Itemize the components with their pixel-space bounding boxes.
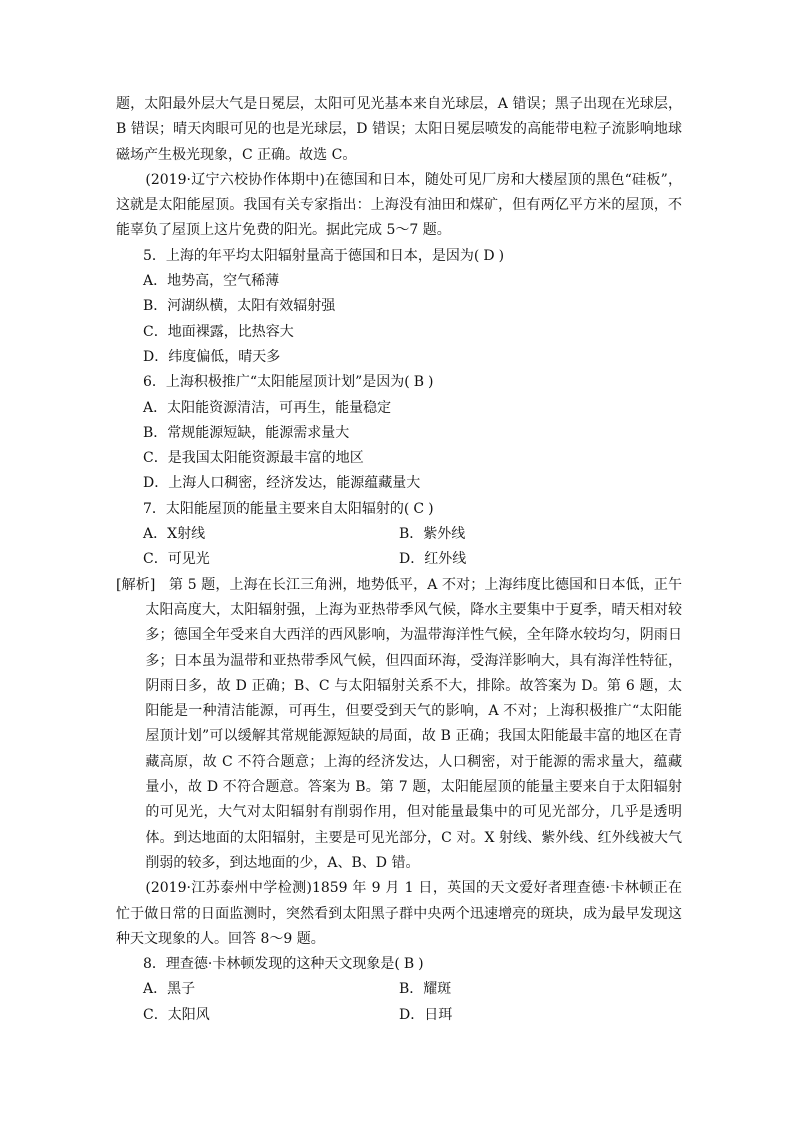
option-a: A．X射线 — [143, 526, 206, 543]
passage-5-7: (2019·辽宁六校协作体期中)在德国和日本，随处可见厂房和大楼屋顶的黑色“硅板”，这就是太阳能屋顶。我国有关专家指出：上海没有油田和煤矿，但有两亿平方米的屋顶，不能辜负了屋顶上这片免费的阳光。据此完成 5～7 题。 — [116, 171, 682, 239]
option-d: D．红外线 — [399, 551, 467, 568]
option-b: B．河湖纵横，太阳有效辐射强 — [143, 298, 336, 315]
option-c: C．是我国太阳能资源最丰富的地区 — [143, 450, 364, 467]
question-stem: 8．理查德·卡林顿发现的这种天文现象是( B ) — [116, 952, 682, 977]
previous-explanation: 题，太阳最外层大气是日冕层，太阳可见光基本来自光球层，A 错误；黑子出现在光球层，B 错误；晴天肉眼可见的也是光球层，D 错误；太阳日冕层喷发的高能带电粒子流影响地球磁场产生极光现象，C 正确。故选 C。 — [116, 96, 682, 163]
option-a: A．地势高，空气稀薄 — [143, 273, 280, 290]
option-d: D．纬度偏低，晴天多 — [143, 348, 281, 365]
option-a: A．太阳能资源清洁，可再生，能量稳定 — [143, 399, 392, 416]
option-row — [116, 522, 682, 547]
option-row — [116, 547, 682, 572]
answer-letter: B — [413, 374, 424, 391]
option-b: B．耀斑 — [399, 981, 452, 998]
question-5 — [116, 244, 682, 370]
option-b: B．紫外线 — [399, 526, 466, 543]
analysis-5-7 — [116, 573, 682, 877]
option-d: D．日珥 — [399, 1006, 453, 1023]
analysis-tag: [解析] — [116, 576, 156, 593]
option-c: C．可见光 — [143, 551, 210, 568]
question-8 — [116, 952, 682, 1028]
question-7 — [116, 497, 682, 573]
answer-letter: D — [483, 247, 495, 264]
passage-8-9: (2019·江苏泰州中学检测)1859 年 9 月 1 日，英国的天文爱好者理查德·卡林顿正在忙于做日常的日面监测时，突然看到太阳黑子群中央两个迅速增亮的斑块，成为最早发现这种天文现象的人。回答 8～9 题。 — [116, 880, 682, 947]
analysis-text: 第 5 题，上海在长江三角洲，地势低平，A 不对；上海纬度比德国和日本低，正午太阳高度大，太阳辐射强，上海为亚热带季风气候，降水主要集中于夏季，晴天相对较多；德国全年受来自大西洋的西风影响，为温带海洋性气候，全年降水较均匀，阴雨日多；日本虽为温带和亚热带季风气候，但四面环海，受海洋影响大，具有海洋性特征，阴雨日多，故 D 正确；B、C 与太阳辐射关系不大，排除。故答案为 D。第 6 题，太阳能是一种清洁能源，可再生，但要受到天气的影响，A 不对；上海积极推广“太阳能屋顶计划”可以缓解其常规能源短缺的局面，故 B 正确；我国太阳能最丰富的地区在青藏高原，故 C 不符合题意；上海的经济发达，人口稠密，对于能源的需求量大，蕴藏量小，故 D 不符合题意。答案为 B。第 7 题，太阳能屋顶的能量主要来自于太阳辐射的可见光，大气对太阳辐射有削弱作用，但对能量最集中的可见光部分，几乎是透明体。到达地面的太阳辐射，主要是可见光部分，C 对。X 射线、紫外线、红外线被大气削弱的较多，到达地面的少，A、B、D 错。 — [145, 576, 682, 871]
option-row — [116, 977, 682, 1002]
option-c: C．太阳风 — [143, 1006, 210, 1023]
answer-letter: B — [403, 956, 415, 973]
option-b: B．常规能源短缺，能源需求量大 — [143, 424, 350, 441]
question-stem: 7．太阳能屋顶的能量主要来自太阳辐射的( C ) — [116, 497, 682, 522]
question-stem: 6．上海积极推广“太阳能屋顶计划”是因为( B ) — [116, 370, 682, 395]
option-a: A．黑子 — [143, 981, 196, 998]
option-row — [116, 1003, 682, 1028]
question-6 — [116, 370, 682, 496]
option-c: C．地面裸露，比热容大 — [143, 323, 294, 340]
page-content — [116, 92, 682, 1028]
option-d: D．上海人口稠密，经济发达，能源蕴藏量大 — [143, 475, 421, 492]
answer-letter: C — [413, 500, 425, 517]
question-stem: 5．上海的年平均太阳辐射量高于德国和日本，是因为( D ) — [116, 244, 682, 269]
